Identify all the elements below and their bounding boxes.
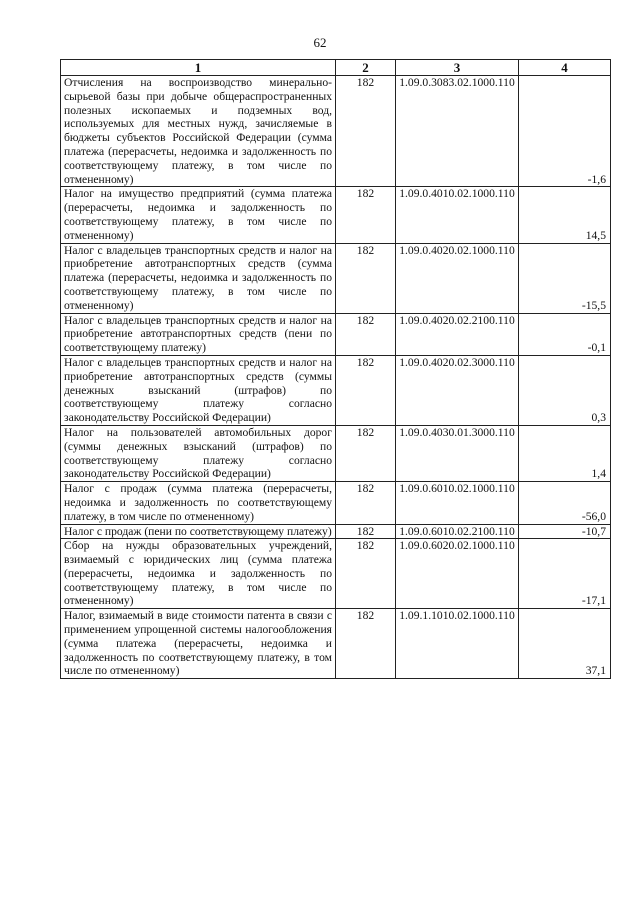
row-amount: 1,4 (519, 425, 611, 481)
page-number: 62 (313, 35, 327, 50)
table-row (61, 482, 611, 524)
header-cell-2: 2 (336, 60, 396, 76)
row-kbk: 1.09.1.1010.02.1000.110 (396, 609, 519, 679)
row-description: Налог на пользователей автомобильных дорог (суммы денежных взысканий (штрафов) по соответствующему платежу согласно законодательству Российской Федерации) (61, 425, 336, 481)
table-header-row (61, 60, 611, 76)
row-kbk: 1.09.0.6010.02.1000.110 (396, 482, 519, 524)
row-description: Налог с владельцев транспортных средств и налог на приобретение автотранспортных средств (суммы денежных взысканий (штрафов) по соответствующему платежу согласно законодательству Российской Федерации) (61, 355, 336, 425)
row-kbk: 1.09.0.6020.02.1000.110 (396, 539, 519, 609)
row-code: 182 (336, 355, 396, 425)
row-code: 182 (336, 425, 396, 481)
table-body (61, 76, 611, 679)
row-amount: -0,1 (519, 313, 611, 355)
row-amount: 14,5 (519, 187, 611, 243)
table-row (61, 524, 611, 539)
row-description: Налог на имущество предприятий (сумма платежа (перерасчеты, недоимка и задолженность по соответствующему платежу, в том числе по отмененному) (61, 187, 336, 243)
row-description: Налог с владельцев транспортных средств и налог на приобретение автотранспортных средств (пени по соответствующему платежу) (61, 313, 336, 355)
row-description: Налог с продаж (пени по соответствующему платежу) (61, 524, 336, 539)
row-amount: -1,6 (519, 76, 611, 187)
table-row (61, 76, 611, 187)
row-amount: -15,5 (519, 243, 611, 313)
row-description: Налог с владельцев транспортных средств и налог на приобретение автотранспортных средств (сумма платежа (перерасчеты, недоимка и задолженность по соответствующему платежу, в том числе по отмененному) (61, 243, 336, 313)
row-kbk: 1.09.0.4020.02.1000.110 (396, 243, 519, 313)
row-amount: 37,1 (519, 609, 611, 679)
table-row (61, 609, 611, 679)
row-code: 182 (336, 313, 396, 355)
row-code: 182 (336, 539, 396, 609)
row-code: 182 (336, 524, 396, 539)
row-code: 182 (336, 187, 396, 243)
row-kbk: 1.09.0.6010.02.2100.110 (396, 524, 519, 539)
header-cell-3: 3 (396, 60, 519, 76)
table-row (61, 539, 611, 609)
row-description: Отчисления на воспроизводство минерально-сырьевой базы при добыче общераспространенных полезных ископаемых и подземных вод, используемых для местных нужд, зачисляемые в бюджеты субъектов Российской Федерации (сумма платежа (перерасчеты, недоимка и задолженность по соответствующему платежу, в том числе по отмененному) (61, 76, 336, 187)
table-row (61, 313, 611, 355)
row-code: 182 (336, 243, 396, 313)
row-kbk: 1.09.0.4020.02.3000.110 (396, 355, 519, 425)
table-row (61, 355, 611, 425)
row-amount: 0,3 (519, 355, 611, 425)
row-code: 182 (336, 482, 396, 524)
row-code: 182 (336, 76, 396, 187)
header-cell-4: 4 (519, 60, 611, 76)
row-description: Налог, взимаемый в виде стоимости патента в связи с применением упрощенной системы налогообложения (сумма платежа (перерасчеты, недоимка и задолженность по соответствующему платежу, в том числе по отмененному) (61, 609, 336, 679)
header-cell-1: 1 (61, 60, 336, 76)
row-kbk: 1.09.0.4010.02.1000.110 (396, 187, 519, 243)
table-row (61, 243, 611, 313)
row-kbk: 1.09.0.4020.02.2100.110 (396, 313, 519, 355)
row-description: Сбор на нужды образовательных учреждений, взимаемый с юридических лиц (сумма платежа (перерасчеты, недоимка и задолженность по соответствующему платежу, в том числе по отмененному) (61, 539, 336, 609)
row-amount: -17,1 (519, 539, 611, 609)
row-amount: -56,0 (519, 482, 611, 524)
row-amount: -10,7 (519, 524, 611, 539)
row-kbk: 1.09.0.4030.01.3000.110 (396, 425, 519, 481)
row-code: 182 (336, 609, 396, 679)
table-row (61, 187, 611, 243)
table-row (61, 425, 611, 481)
row-description: Налог с продаж (сумма платежа (перерасчеты, недоимка и задолженность по соответствующему платежу, в том числе по отмененному) (61, 482, 336, 524)
row-kbk: 1.09.0.3083.02.1000.110 (396, 76, 519, 187)
budget-table (60, 59, 611, 679)
